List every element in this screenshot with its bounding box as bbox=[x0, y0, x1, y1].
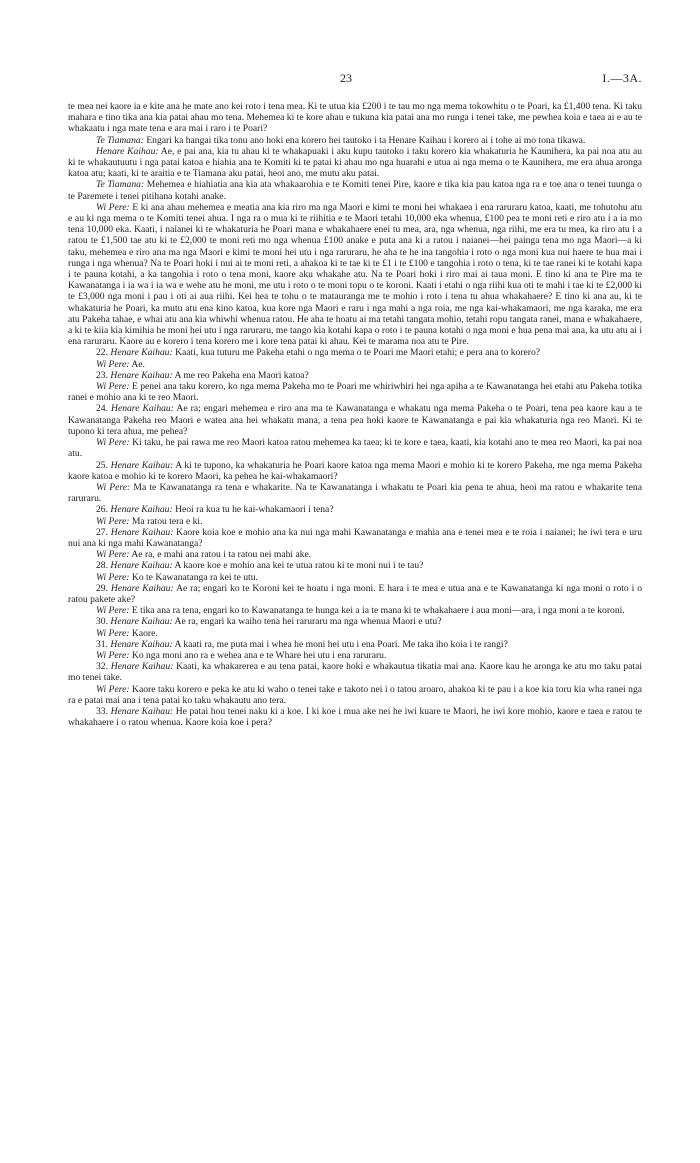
speaker-name: Wi Pere: bbox=[96, 627, 130, 639]
paragraph-text: Mehemea e hiahiatia ana kia ata whakaarohia e te Komiti tenei Pire, kaore e tika kia pau katoa nga ra e toe ana o tenei tuunga o te Paremete i tenei pitihana kotahi anake. bbox=[68, 179, 642, 202]
speaker-name: Henare Kaihau: bbox=[110, 661, 174, 673]
paragraph-text: Ma te Kawanatanga ra tena e whakarite. Na te Kawanatanga i whakatu te Poari kia pena te ahua, heoi ma ratou e whakarite tena raruraru. bbox=[68, 481, 642, 505]
speaker-name: Wi Pere: bbox=[96, 549, 130, 561]
paragraph bbox=[68, 460, 642, 482]
speaker-name: Henare Kaihau: bbox=[96, 145, 159, 157]
paragraph bbox=[68, 572, 642, 583]
document-reference: I.—3A. bbox=[602, 71, 642, 85]
paragraph bbox=[68, 359, 642, 370]
paragraph-text: Kaati, ka whakarerea e au tena patai, kaore hoki e whakautua tikatia mai ana. Kaore kau he aronga ke atu mo taku patai mo tenei take. bbox=[68, 661, 643, 684]
speaker-name: Wi Pere: bbox=[96, 683, 130, 695]
paragraph bbox=[68, 583, 642, 605]
paragraph-text: Ki taku, he pai rawa me reo Maori katoa ratou mehemea ka taea; ki te kore e taea, kaati, kia kotahi ano te mea reo Maori, ka pai noa atu. bbox=[68, 437, 642, 460]
question-number: 26. bbox=[96, 504, 108, 516]
question-number: 32. bbox=[96, 661, 108, 673]
speaker-name: Henare Kaihau: bbox=[110, 459, 174, 471]
question-number: 22. bbox=[96, 347, 108, 359]
paragraph-text: A me reo Pakeha ena Maori katoa? bbox=[174, 369, 309, 381]
paragraph bbox=[68, 527, 642, 549]
paragraph bbox=[68, 135, 642, 146]
speaker-name: Wi Pere: bbox=[96, 358, 130, 370]
document-body bbox=[68, 101, 642, 728]
paragraph-text: Ae ra; engari ko te Koroni kei te hoatu i nga moni. E hara i te mea e utua ana e te Kawanatanga ki nga moni o roto i o ratou pakete ake? bbox=[68, 582, 642, 605]
paragraph-text: Ko te Kawanatanga ra kei te utu. bbox=[131, 571, 258, 583]
question-number: 23. bbox=[96, 369, 108, 381]
speaker-name: Wi Pere: bbox=[96, 381, 130, 393]
speaker-name: Te Tiamana: bbox=[96, 179, 145, 191]
speaker-name: Henare Kaihau: bbox=[110, 582, 174, 594]
paragraph bbox=[68, 437, 642, 459]
paragraph-text: te mea nei kaore ia e kite ana he mate ano kei roto i tena mea. Ki te utua kia £200 i te tau mo nga mema tokowhitu o te Poari, ka £1,400 tena. Ki taku mahara e tino tika ana kia patai ahau mo tena. Mehemea ki te kore ahau e tukuna kia patai ana mo runga i tenei take, me pewhea koia e taea ai e au te whakaatu i nga mate tena e ara mai i raro i te Poari? bbox=[68, 101, 642, 135]
speaker-name: Henare Kaihau: bbox=[111, 403, 174, 415]
paragraph bbox=[68, 605, 642, 616]
page-header bbox=[0, 73, 700, 87]
question-number: 24. bbox=[96, 403, 108, 415]
paragraph bbox=[68, 628, 642, 639]
paragraph bbox=[68, 706, 642, 728]
question-number: 28. bbox=[96, 560, 108, 572]
paragraph-text: Heoi ra kua tu he kai-whakamaori i tena? bbox=[175, 504, 334, 516]
question-number: 30. bbox=[96, 616, 108, 628]
speaker-name: Wi Pere: bbox=[96, 515, 130, 527]
speaker-name: Wi Pere: bbox=[96, 481, 131, 493]
speaker-name: Wi Pere: bbox=[96, 201, 130, 213]
paragraph bbox=[68, 661, 642, 683]
paragraph-text: Kaore. bbox=[131, 627, 158, 639]
paragraph-text: E tika ana ra tena, engari ko to Kawanatanga te hunga kei a ia te mana ki te whakahaere i aua moni—ara, i nga moni a te koroni. bbox=[131, 605, 625, 617]
speaker-name: Henare Kaihau: bbox=[110, 616, 173, 628]
speaker-name: Henare Kaihau: bbox=[110, 504, 173, 516]
paragraph-text: Kaati, kua tuturu me Pakeha etahi o nga mema o te Poari me Maori etahi; e pera ana to korero? bbox=[175, 347, 541, 359]
paragraph bbox=[68, 403, 642, 437]
paragraph bbox=[68, 202, 642, 348]
paragraph bbox=[68, 639, 642, 650]
paragraph-text: Ma ratou tera e ki. bbox=[131, 515, 203, 527]
paragraph-text: Ae. bbox=[131, 358, 145, 370]
paragraph-text: Kaore koia koe e mohio ana ka nui nga mahi Kawanatanga e mahia ana e tenei mea e te roia i naianei; he iwi tera e uru nui ana ki nga mahi Kawanatanga? bbox=[68, 526, 642, 549]
question-number: 29. bbox=[96, 582, 108, 594]
speaker-name: Henare Kaihau: bbox=[110, 347, 173, 359]
paragraph bbox=[68, 370, 642, 381]
question-number: 33. bbox=[96, 705, 108, 717]
paragraph bbox=[68, 482, 642, 504]
paragraph-text: A kaore koe e mohio ana kei te utua ratou ki te moni nui i te tau? bbox=[174, 560, 424, 572]
paragraph-text: Ae ra; engari mehemea e riro ana ma te Kawanatanga e whakatu nga mema Pakeha o te Poari, tena pea kaore kau a te Kawanatanga Pakeha reo Maori e watea ana hei whakatu mana, a tena pea hoki kaore te Kawanatanga e pai kia whakaturia nga reo Maori. Ki te tupono ki tera ahua, me pehea? bbox=[68, 403, 642, 437]
paragraph bbox=[68, 504, 642, 515]
page-number: 23 bbox=[340, 71, 352, 85]
paragraph bbox=[68, 347, 642, 358]
speaker-name: Wi Pere: bbox=[96, 605, 130, 617]
speaker-name: Wi Pere: bbox=[96, 437, 130, 449]
paragraph-text: Engari ka hangai tika tonu ano hoki ena korero hei tautoko i ta Henare Kaihau i korero ai i tohe ai mo tona tikawa. bbox=[146, 134, 586, 146]
paragraph bbox=[68, 560, 642, 571]
paragraph bbox=[68, 516, 642, 527]
speaker-name: Henare Kaihau: bbox=[110, 638, 173, 650]
paragraph-text: A ki te tupono, ka whakaturia he Poari kaore katoa nga mema Maori e mohio ki te korero Pakeha, me nga mema Pakeha kaore katoa e mohio ki te korero Maori, ka pehea he kai-whakamaori? bbox=[68, 459, 643, 482]
paragraph-text: E ki ana ahau mehemea e meatia ana kia riro ma nga Maori e kimi te moni hei whakaea i ena raruraru katoa, kaati, me tohutohu atu e au ki nga mema o te Komiti tenei ahua. I nga ra o mua ki te riihitia e te Maori tetahi 10,000 eka whenua, £100 pea te moni reti e riro atu i a ia mo tena 10,000 eka. Kaati, i naianei ki te whakaturia he Poari mana e whakahaere enei tu mea, ara, nga whenua, nga riihi, me era tu mea, ka riro atu i a ratou te £1,500 tae atu ki te £2,000 te moni reti mo nga whenua £100 anake e puta ana ki a ratou i naianei—hei painga tena mo nga Maori—a ki taku, mehemea e riro ana ma nga Maori e kimi te moni hei utu i nga raruraru, he aha te he ina tangohia i roto o nga moni kua nui haere te hua mai i runga i nga whenua? Na te Poari hoki i nui ai te moni reti, a ahakoa ki te tae ki te £1 i te £100 e tangohia i roto o tena, ki te tae ranei ki te kotahi kapa i te pauna kotahi, a ka tangohia i roto o tena moni, kaore aku whakahe atu. Na te Poari hoki i riro mai ai taua moni. E tino ki ana te Pire ma te Kawanatanga i ia wa i ia wa e wehe atu he moni, me utu i roto o te moni topu o te koroni. Kaati i etahi o nga riihi kua oti te mahi i tae ki te £2,000 ki te £3,000 nga moni i pau i oti ai aua riihi. Kei hea te tohu o te matauranga me te mohio i roto i tena tu ahua whakahaere? E tino ki ana au, ki te whakaturia he Poari, ka mutu atu ena kino katoa, kua kore nga Maori e raru i nga mahi a nga roia, me nga kai-whakamaori, me nga karaka, me era atu Pakeha tahae, e whai atu ana kia whiwhi whenua ratou. He aha te hoatu ai ma tetahi tangata mohio, tetahi ropu tangata ranei, mana e whakahaere, a ki te kiia kia kimihia he moni hei utu i nga raruraru, me tango kia kotahi kapa o roto i te pauna kotahi o nga moni e hua pena mai ana, ka utu atu ai i ena raruraru. Kaore au e korero i tena korero me i kore tena patai ki ahau. Kei te marama noa atu te Pire. bbox=[68, 201, 642, 348]
question-number: 27. bbox=[96, 526, 108, 538]
paragraph bbox=[68, 650, 642, 661]
paragraph-text: Kaore taku korero e peka ke atu ki waho o tenei take e takoto nei i o tatou aroaro, ahakoa ki te pau i a koe kia toru kia wha ranei nga ra e patai mai ana i tena patai ko taku whakautu ano tera. bbox=[68, 683, 642, 706]
paragraph-text: Ae, e pai ana, kia tu ahau ki te whakapuaki i aku kupu tautoko i taku korero kia whakaturia he Kaunihera, ka pai noa atu au ki te whakautuutu i nga patai katoa e hiahia ana te Komiti ki te patai ki ahau mo nga huarahi e utua ai nga mema o te Kaunihera, me era ahua aronga katoa atu; kaati, ki te araitia e te Tiamana aku patai, heoi ano, me mutu aku patai. bbox=[68, 145, 643, 180]
paragraph bbox=[68, 549, 642, 560]
speaker-name: Henare Kaihau: bbox=[110, 560, 173, 572]
question-number: 25. bbox=[96, 459, 108, 471]
paragraph bbox=[68, 381, 642, 403]
speaker-name: Henare Kaihau: bbox=[110, 526, 174, 538]
question-number: 31. bbox=[96, 638, 108, 650]
paragraph bbox=[68, 179, 642, 201]
paragraph-text: Ae ra, e mahi ana ratou i ta ratou nei mahi ake. bbox=[131, 549, 312, 561]
paragraph-text: Ko nga moni ano ra e wehea ana e te Whare hei utu i ena raruraru. bbox=[131, 649, 387, 661]
paragraph bbox=[68, 146, 642, 180]
paragraph-text: Ae ra, engari ka waiho tena hei raruraru ma nga whenua Maori e utu? bbox=[174, 616, 442, 628]
speaker-name: Henare Kaihau: bbox=[110, 369, 173, 381]
speaker-name: Wi Pere: bbox=[96, 649, 130, 661]
paragraph bbox=[68, 101, 642, 135]
paragraph bbox=[68, 684, 642, 706]
speaker-name: Te Tiamana: bbox=[96, 134, 144, 146]
speaker-name: Henare Kaihau: bbox=[110, 705, 174, 717]
paragraph-text: A kaati ra, me puta mai i whea he moni hei utu i ena Poari. Me taka iho koia i te rangi? bbox=[174, 638, 508, 650]
paragraph-text: E penei ana taku korero, ko nga mema Pakeha mo te Poari me whiriwhiri hei nga apiha a te Kawanatanga hei etahi atu Pakeha totika ranei e mohio ana ki te reo Maori. bbox=[68, 381, 642, 404]
paragraph bbox=[68, 616, 642, 627]
speaker-name: Wi Pere: bbox=[96, 571, 130, 583]
paragraph-text: He patai hou tenei naku ki a koe. I ki koe i mua ake nei he iwi kuare te Maori, he iwi kore mohio, kaore e taea e ratou te whakahaere i o ratou whenua. Kaore koia koe i pera? bbox=[68, 705, 642, 729]
